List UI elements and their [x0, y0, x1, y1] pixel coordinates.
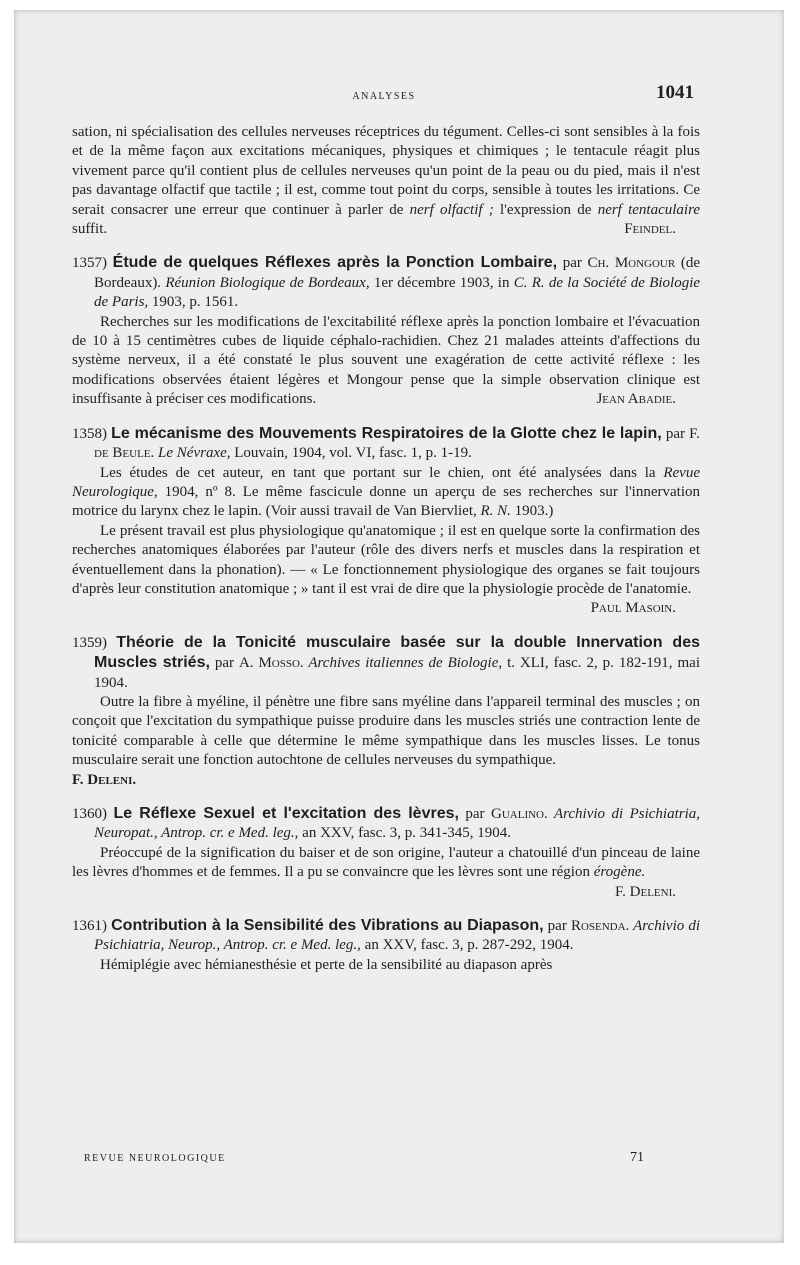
abstract-paragraph: Hémiplégie avec hémianesthésie et perte de la sensibilité au diapason après — [100, 956, 553, 973]
abstract-paragraph — [72, 522, 700, 619]
running-title: ANALYSES — [352, 91, 416, 102]
page-header — [74, 82, 694, 108]
abstract-paragraph — [72, 313, 700, 410]
abstract-number: 1359) — [72, 634, 107, 651]
abstract-1361 — [72, 916, 700, 975]
intro-text-2: l'expression de — [493, 201, 598, 218]
abstract-paragraph — [72, 844, 700, 902]
abstract-title: Le mécanisme des Mouvements Respiratoires de la Glotte chez le lapin, — [111, 424, 662, 442]
emphasis: érogène. — [593, 864, 646, 881]
sheet-number: 71 — [630, 1150, 644, 1165]
journal-page — [14, 10, 784, 1243]
abstract-1357 — [72, 253, 700, 409]
journal-ref: Revue Neurologique, — [72, 464, 700, 500]
source-detail: 1er décembre 1903, in — [369, 274, 514, 291]
abstract-heading — [72, 633, 700, 693]
abstract-number: 1361) — [72, 918, 107, 935]
paragraph-text: Le présent travail est plus physiologique qu'anatomique ; il est en quelque sorte la confirmation des recherches anatomiques élaborées par l'auteur (rôle des divers nerfs et muscles dans la respiration et éventuellement dans la phonation). — « Le fonctionnement physiologique des organes se fait toujours d'après leur constitution anatomique ; » tant il est vrai de dire que la physiologie procède de l'anatomie. — [72, 522, 700, 597]
page-footer — [84, 1150, 644, 1170]
abstract-title: Contribution à la Sensibilité des Vibrations au Diapason, — [111, 917, 544, 935]
footer-journal-name: REVUE NEUROLOGIQUE — [84, 1153, 226, 1164]
abstract-title: Étude de quelques Réflexes après la Ponction Lombaire, — [112, 254, 558, 272]
abstract-1359 — [72, 633, 700, 790]
source-2: C. R. de la Société de Biologie de Paris, — [94, 274, 701, 311]
intro-em-2: nerf tentaculaire — [597, 201, 701, 218]
intro-text-3: suffit. — [72, 221, 108, 238]
author: Ch. Mongour — [587, 255, 676, 272]
journal-ref: R. N. — [480, 503, 511, 520]
source: Archivio di Psichiatria, Neurop., Antrop. cr. e Med. leg., — [94, 918, 701, 954]
source: Réunion Biologique de Bordeaux, — [165, 274, 370, 291]
paragraph-text: 1903.) — [510, 503, 554, 520]
intro-em-1: nerf olfactif ; — [409, 201, 494, 218]
by-word: par — [209, 655, 239, 672]
source-2-detail: 1903, p. 1561. — [148, 294, 239, 311]
abstract-title: Le Réflexe Sexuel et l'excitation des lèvres, — [113, 805, 459, 822]
author: F. de Beule. — [94, 425, 701, 462]
signature: Jean Abadie. — [596, 391, 676, 408]
signature: F. Deleni. — [615, 883, 676, 900]
abstract-number: 1360) — [72, 806, 107, 822]
by-word: par — [458, 806, 492, 822]
page-number: 1041 — [656, 82, 694, 103]
continued-paragraph — [72, 123, 700, 239]
abstract-heading — [72, 424, 700, 464]
source-detail: an XXV, fasc. 3, p. 287-292, 1904. — [360, 937, 574, 954]
intro-text: sation, ni spécialisation des cellules nerveuses réceptrices du tégument. Celles-ci sont sensibles à la fois et de la même façon aux excitations mécaniques, physiques et chimiques ; le tentacule réagit plus vivement parce qu'il contient plus de cellules nerveuses qu'un point de la peau ou du pied, mais il n'est pas davantage olfactif que tactile ; il est, comme tout point du corps, sensible à toutes les irritations. Ce serait consacrer une erreur que continuer à parler de — [72, 124, 700, 218]
abstract-number: 1358) — [72, 425, 107, 442]
author: A. Mosso. — [238, 655, 304, 672]
source-detail: t. XLI, fasc. 2, p. 182-191, mai 1904. — [94, 655, 700, 691]
source: Archives italiennes de Biologie, — [303, 655, 503, 672]
signature: Feindel. — [624, 221, 676, 238]
abstract-1358 — [72, 424, 700, 619]
abstract-heading — [72, 916, 700, 956]
by-word: par — [543, 918, 571, 935]
author: Gualino. — [491, 806, 548, 822]
abstract-heading — [72, 253, 700, 312]
abstract-title: Théorie de la Tonicité musculaire basée sur la double Innervation des Muscles striés, — [94, 633, 700, 672]
signature: F. Deleni. — [72, 771, 137, 788]
affiliation: (de Bordeaux). — [94, 255, 701, 291]
source-detail: an XXV, fasc. 3, p. 341-345, 1904. — [298, 825, 512, 842]
abstract-1360 — [72, 804, 700, 902]
abstract-number: 1357) — [72, 255, 107, 272]
paragraph-text: Préoccupé de la signification du baiser et de son origine, l'auteur a chatouillé d'un pinceau de laine les lèvres d'hommes et de femmes. Il a pu se convaincre que les lèvres sont une région — [72, 844, 700, 881]
paragraph-text: Recherches sur les modifications de l'excitabilité réflexe après la ponction lombaire et l'évacuation de 10 à 15 centimètres cubes de liquide céphalo-rachidien. Chez 21 malades atteints d'affections du système nerveux, il a été constaté le plus souvent une exagération de cette activité réflexe : les modifications observées étaient légères et Mongour pense que la simple observation clinique est insuffisante à préciser ces modifications. — [72, 313, 700, 408]
paragraph-text: Les études de cet auteur, en tant que portant sur le chien, ont été analysées dans la — [100, 464, 664, 481]
source: Le Névraxe, — [154, 445, 231, 462]
source: Archivio di Psichiatria, Neuropat., Antrop. cr. e Med. leg., — [94, 806, 701, 842]
signature: Paul Masoin. — [590, 600, 676, 617]
page-body — [72, 123, 700, 975]
abstract-heading — [72, 804, 700, 844]
by-word: par — [661, 425, 690, 442]
abstract-paragraph: Outre la fibre à myéline, il pénètre une fibre sans myéline dans l'appareil terminal des muscles ; on conçoit que l'excitation du sympathique puisse produire dans les muscles striés une contraction lente de tonicité comparable à celle que détermine le même sympathique dans les muscles lisses. Le tonus musculaire serait une fonction autochtone de cellules nerveuses du sympathique. — [72, 693, 700, 769]
author: Rosenda. — [570, 918, 630, 935]
abstract-paragraph — [72, 464, 700, 522]
source-detail: Louvain, 1904, vol. VI, fasc. 1, p. 1-19. — [230, 445, 472, 462]
paragraph-text: 1904, nº 8. Le même fascicule donne un aperçu de ses recherches sur l'innervation motrice du larynx chez le lapin. (Voir aussi travail de Van Biervliet, — [72, 483, 700, 520]
by-word: par — [557, 255, 588, 272]
